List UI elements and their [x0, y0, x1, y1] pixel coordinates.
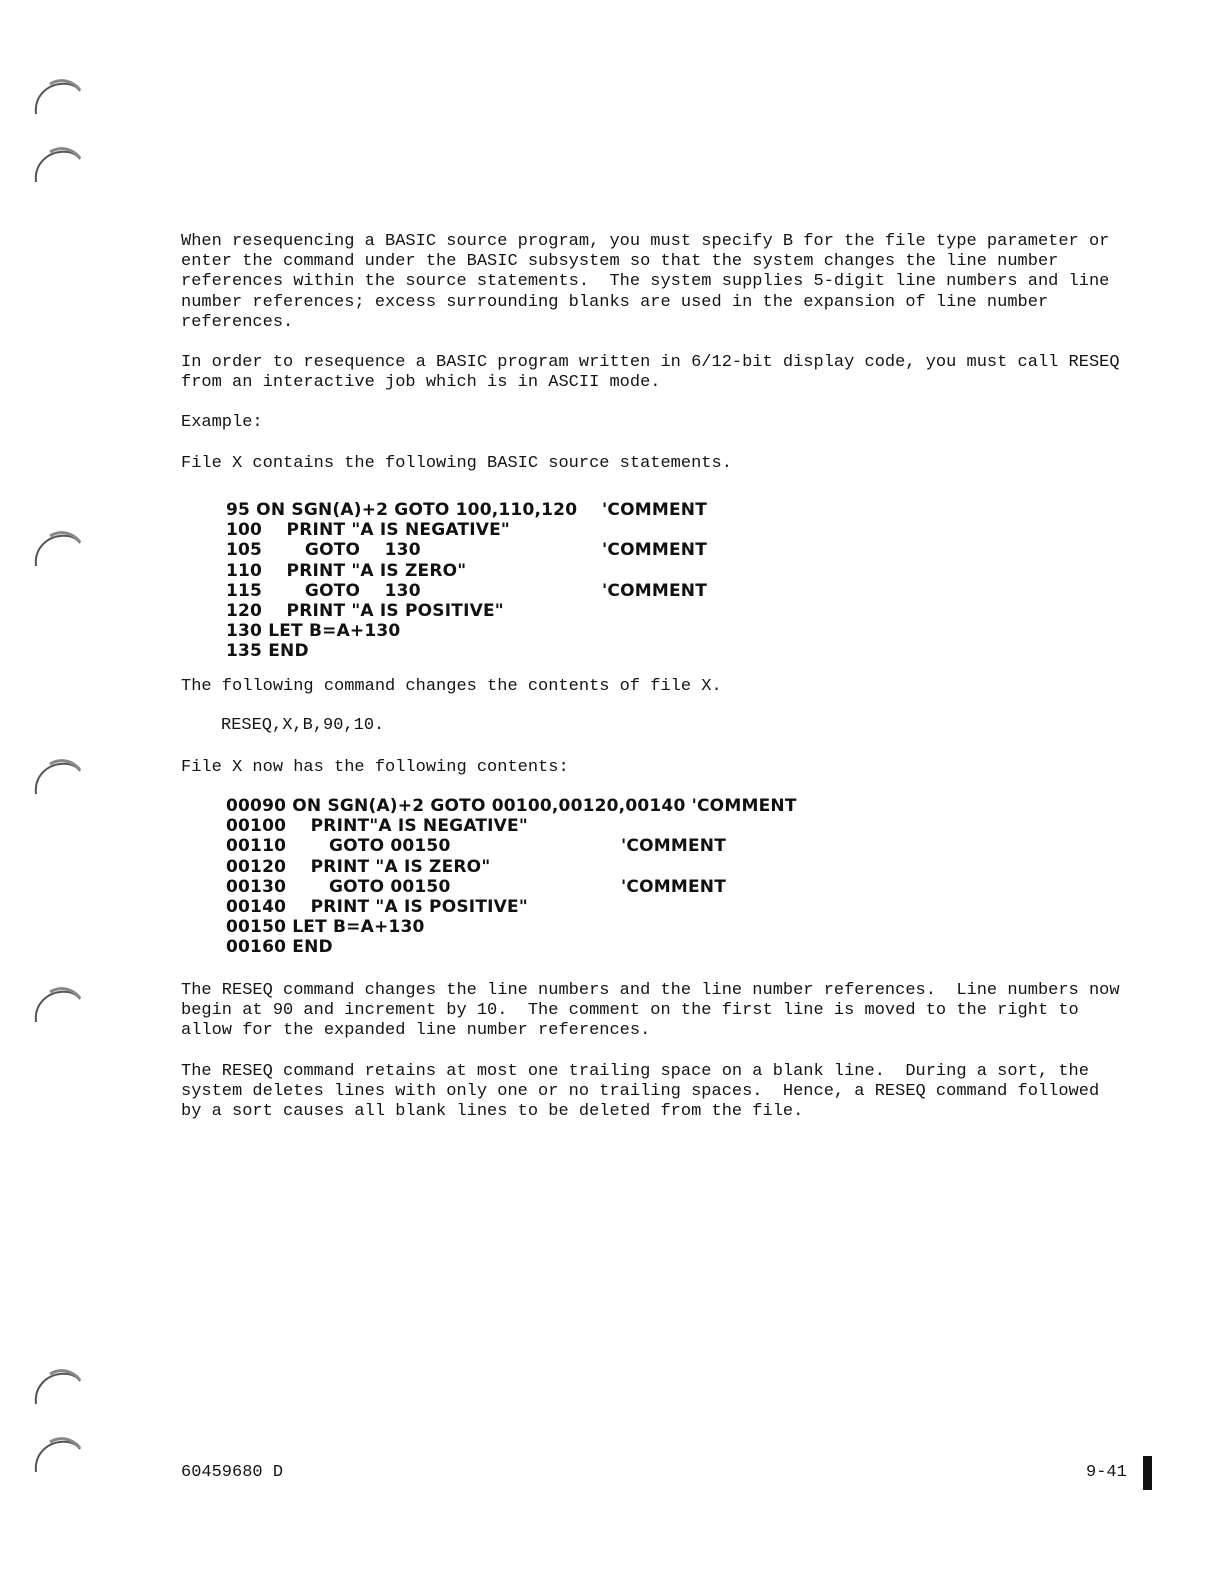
code-line [226, 857, 797, 877]
code-comment: 'COMMENT [602, 580, 708, 601]
code-text: 135 END [226, 641, 309, 662]
binder-hole-icon [30, 144, 86, 184]
code-text: 00150 LET B=A+130 [226, 917, 425, 938]
code-line [226, 540, 708, 561]
code-text: 00130 GOTO 00150 [226, 876, 451, 897]
code-line [226, 897, 797, 917]
paragraph-file-x-contains: File X contains the following BASIC source statements. [181, 454, 732, 473]
paragraph-file-x-now: File X now has the following contents: [181, 758, 569, 777]
code-line [226, 561, 577, 581]
code-line [226, 500, 708, 520]
code-line [226, 796, 797, 816]
code-text: 100 PRINT "A IS NEGATIVE" [226, 520, 510, 541]
code-comment: 'COMMENT [602, 540, 708, 561]
code-text: 00120 PRINT "A IS ZERO" [226, 856, 491, 877]
binder-hole-icon [30, 984, 86, 1024]
binder-hole-icon [30, 1434, 86, 1474]
code-text: 95 ON SGN(A)+2 GOTO 100,110,120 [226, 500, 578, 520]
code-listing-after [226, 796, 797, 958]
code-text: 105 GOTO 130 [226, 540, 421, 561]
code-text: 130 LET B=A+130 [226, 621, 401, 642]
code-text: 00090 ON SGN(A)+2 GOTO 00100,00120,00140 'COMMENT [226, 796, 797, 816]
code-line [226, 621, 577, 641]
binder-hole-icon [30, 528, 86, 568]
code-text: 00160 END [226, 937, 333, 958]
paragraph-following-command: The following command changes the contents of file X. [181, 677, 722, 696]
code-text: 00110 GOTO 00150 [226, 836, 451, 857]
paragraph-display-code: In order to resequence a BASIC program written in 6/12-bit display code, you must call RESEQ from an interactive job which is in ASCII mode. [181, 353, 1120, 393]
code-text: 00140 PRINT "A IS POSITIVE" [226, 896, 528, 917]
code-line [226, 520, 577, 540]
page-number: 9-41 [1086, 1463, 1127, 1482]
paragraph-resequencing: When resequencing a BASIC source program, you must specify B for the file type parameter or enter the command under the BASIC subsystem so that the system changes the line number references within the source statements. The system supplies 5-digit line numbers and line number references; excess surrounding blanks are used in the expansion of line number references. [181, 232, 1110, 332]
reseq-command: RESEQ,X,B,90,10. [221, 716, 385, 735]
binder-hole-icon [30, 1366, 86, 1406]
example-label: Example: [181, 413, 263, 432]
code-comment: 'COMMENT [621, 876, 727, 897]
document-number: 60459680 D [181, 1463, 284, 1482]
code-line [226, 877, 797, 897]
code-line [226, 580, 708, 601]
code-line [226, 917, 797, 937]
code-line [226, 816, 797, 836]
code-comment: 'COMMENT [602, 500, 708, 520]
code-line [226, 836, 797, 856]
code-listing-before [226, 500, 708, 662]
code-line [226, 937, 797, 957]
code-comment: 'COMMENT [621, 836, 727, 857]
code-text: 00100 PRINT"A IS NEGATIVE" [226, 816, 528, 837]
binder-hole-icon [30, 756, 86, 796]
code-line [226, 601, 577, 621]
change-bar [1143, 1456, 1152, 1490]
paragraph-reseq-changes: The RESEQ command changes the line numbers and the line number references. Line numbers now begin at 90 and increment by 10. The comment on the first line is moved to the right to allow for the expanded line number references. [181, 981, 1120, 1041]
code-text: 115 GOTO 130 [226, 580, 421, 601]
code-text: 110 PRINT "A IS ZERO" [226, 560, 467, 581]
code-text: 120 PRINT "A IS POSITIVE" [226, 600, 504, 621]
code-line [226, 641, 577, 661]
binder-hole-icon [30, 76, 86, 116]
paragraph-reseq-retains: The RESEQ command retains at most one trailing space on a blank line. During a sort, the system deletes lines with only one or no trailing spaces. Hence, a RESEQ command followed by a sort causes all blank lines to be deleted from the file. [181, 1062, 1100, 1122]
